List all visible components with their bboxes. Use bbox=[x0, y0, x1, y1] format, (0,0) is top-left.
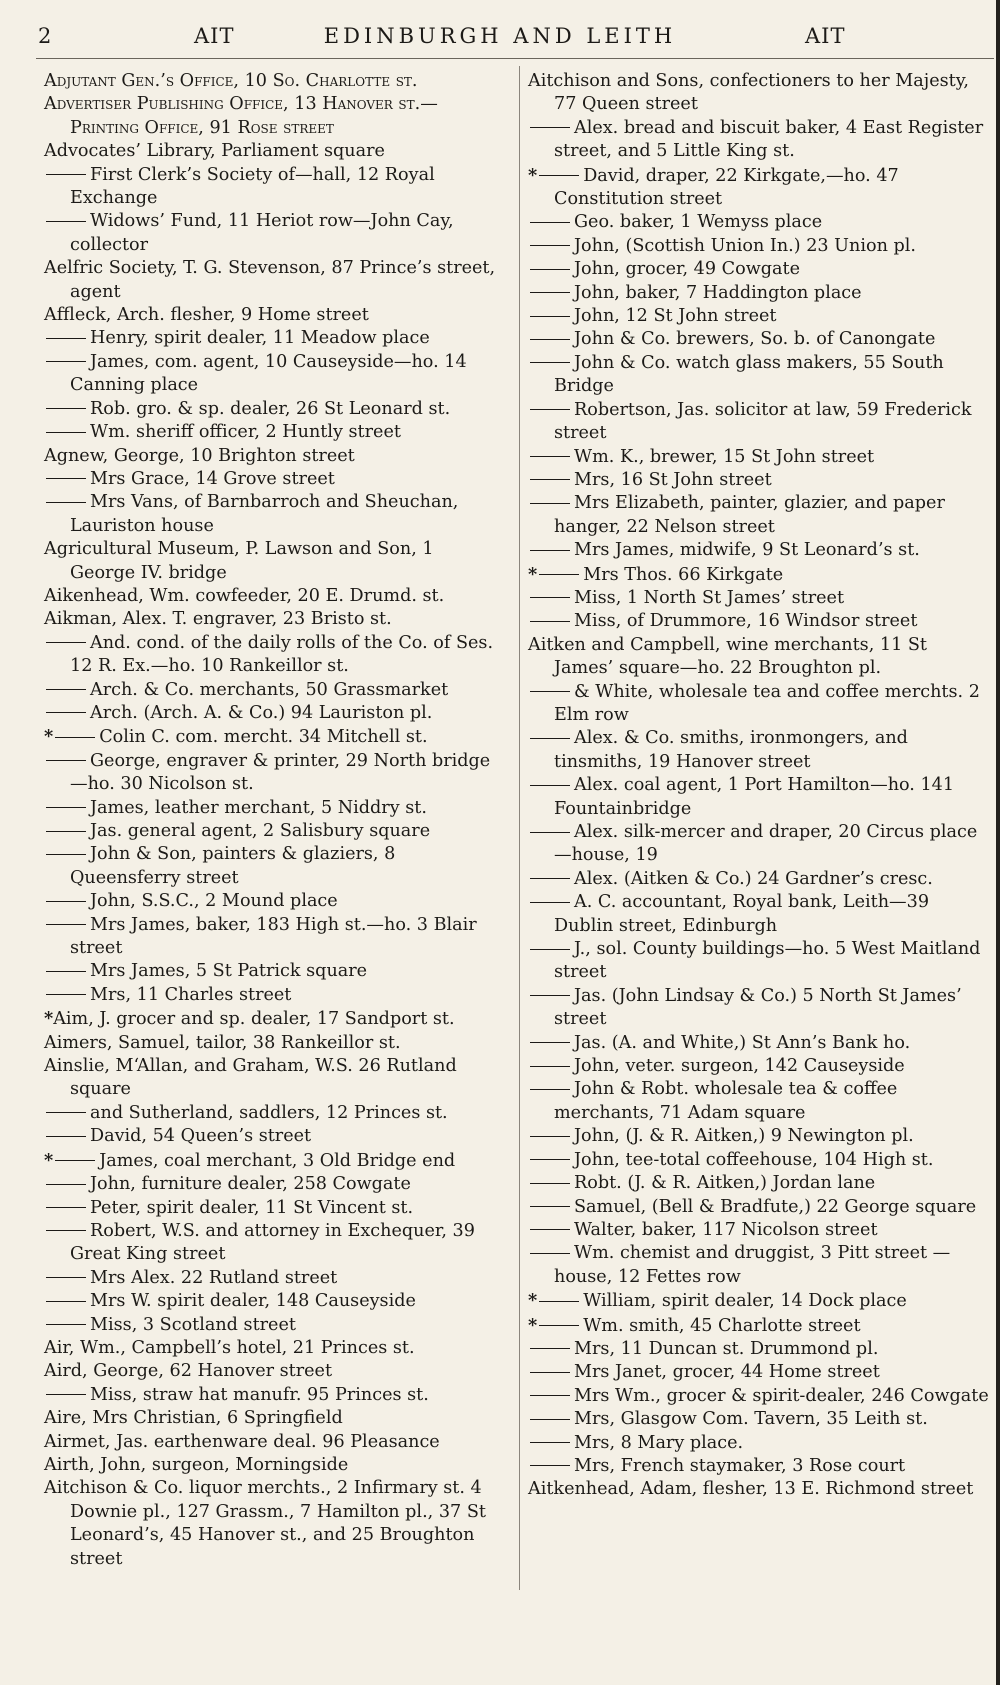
entry-text: Wm. sheriff officer, 2 Huntly street bbox=[90, 422, 401, 443]
ditto-dash bbox=[530, 127, 570, 128]
directory-entry bbox=[44, 1454, 504, 1477]
ditto-dash bbox=[55, 737, 95, 738]
entry-text: Airth, John, surgeon, Morningside bbox=[44, 1454, 349, 1475]
ditto-dash bbox=[46, 712, 86, 713]
entry-text: John & Co. watch glass makers, 55 South Bridge bbox=[554, 352, 944, 397]
entry-text: Mrs, Glasgow Com. Tavern, 35 Leith st. bbox=[574, 1409, 928, 1430]
directory-entry bbox=[528, 1432, 991, 1455]
entry-text: Agnew, George, 10 Brighton street bbox=[44, 445, 355, 466]
entry-text: William, spirit dealer, 14 Dock place bbox=[583, 1291, 907, 1312]
ditto-dash bbox=[530, 878, 570, 879]
directory-entry bbox=[44, 1384, 504, 1407]
entry-text: Aird, George, 62 Hanover street bbox=[44, 1361, 333, 1382]
ditto-dash bbox=[530, 1419, 570, 1420]
entry-text: Jas. (John Lindsay & Co.) 5 North St James’ street bbox=[554, 985, 962, 1030]
page-edge bbox=[996, 0, 1000, 1685]
directory-entry bbox=[528, 446, 991, 469]
directory-entry bbox=[44, 1290, 504, 1313]
directory-entry bbox=[528, 469, 991, 492]
ditto-dash bbox=[46, 971, 86, 972]
entry-text: John & Robt. wholesale tea & coffee merchants, 71 Adam square bbox=[554, 1079, 898, 1123]
directory-entry bbox=[528, 587, 991, 610]
entry-text: Aitchison and Sons, confectioners to her Majesty, 77 Queen street bbox=[528, 71, 969, 115]
ditto-dash bbox=[530, 832, 570, 833]
directory-entry bbox=[528, 1219, 991, 1242]
directory-entry bbox=[528, 235, 991, 258]
entry-text: Miss, 3 Scotland street bbox=[90, 1314, 296, 1335]
directory-entry bbox=[44, 351, 504, 398]
entry-text: Agricultural Museum, P. Lawson and Son, 1 George IV. bridge bbox=[44, 539, 434, 583]
entry-text: Miss, straw hat manufr. 95 Princes st. bbox=[90, 1384, 429, 1405]
entry-text: Robert, W.S. and attorney in Exchequer, 39 Great King street bbox=[70, 1220, 475, 1265]
ditto-dash bbox=[530, 503, 570, 504]
directory-entry bbox=[44, 538, 504, 585]
directory-entry bbox=[528, 1385, 991, 1408]
entry-text: Miss, of Drummore, 16 Windsor street bbox=[574, 611, 918, 632]
ditto-dash bbox=[46, 174, 86, 175]
directory-entry bbox=[528, 282, 991, 305]
directory-entry bbox=[528, 328, 991, 351]
ditto-dash bbox=[530, 1372, 570, 1373]
directory-entry bbox=[528, 727, 991, 774]
ditto-dash bbox=[46, 1207, 86, 1208]
entry-text: Aim, J. grocer and sp. dealer, 17 Sandport st. bbox=[53, 1009, 455, 1030]
directory-entry bbox=[528, 610, 991, 633]
ditto-dash bbox=[46, 1230, 86, 1231]
directory-entry bbox=[528, 399, 991, 446]
entry-text: Rob. gro. & sp. dealer, 26 St Leonard st. bbox=[90, 398, 451, 419]
ditto-dash bbox=[539, 175, 579, 176]
ditto-dash bbox=[55, 1160, 95, 1161]
ditto-dash bbox=[530, 1348, 570, 1349]
entry-text: Mrs Vans, of Barnbarroch and Sheuchan, Lauriston house bbox=[70, 492, 459, 536]
entry-text: James, coal merchant, 3 Old Bridge end bbox=[99, 1150, 456, 1171]
ditto-dash bbox=[530, 621, 570, 622]
directory-entry bbox=[528, 211, 991, 234]
entry-text: Affleck, Arch. flesher, 9 Home street bbox=[44, 305, 369, 326]
ditto-dash bbox=[530, 1066, 570, 1067]
entry-text: Airmet, Jas. earthenware deal. 96 Pleasance bbox=[44, 1431, 440, 1452]
entry-text: Aikman, Alex. T. engraver, 23 Bristo st. bbox=[44, 609, 392, 630]
directory-entry bbox=[44, 679, 504, 702]
entry-text: Robertson, Jas. solicitor at law, 59 Frederick street bbox=[554, 399, 972, 444]
entry-text: John, veter. surgeon, 142 Causeyside bbox=[574, 1056, 905, 1077]
header-rule bbox=[36, 58, 994, 59]
entry-text: John, (J. & R. Aitken,) 9 Newington pl. bbox=[574, 1126, 914, 1147]
directory-entry bbox=[44, 843, 504, 890]
directory-entry bbox=[44, 327, 504, 350]
entry-text: Geo. baker, 1 Wemyss place bbox=[574, 212, 823, 233]
entry-text: John & Son, painters & glaziers, 8 Queensferry street bbox=[70, 844, 396, 888]
entry-text: Mrs W. spirit dealer, 148 Causeyside bbox=[90, 1291, 416, 1312]
directory-entry bbox=[44, 1055, 504, 1102]
ditto-dash bbox=[530, 902, 570, 903]
directory-entry bbox=[528, 891, 991, 938]
directory-entry bbox=[528, 681, 991, 728]
directory-entry bbox=[44, 632, 504, 679]
header-left-word: AIT bbox=[194, 24, 235, 48]
entry-text: Jas. general agent, 2 Salisbury square bbox=[90, 821, 431, 841]
directory-entry bbox=[528, 868, 991, 891]
entry-text: Samuel, (Bell & Bradfute,) 22 George square bbox=[574, 1196, 977, 1217]
entry-text: Miss, 1 North St James’ street bbox=[574, 587, 845, 608]
entry-text: John, tee-total coffeehouse, 104 High st. bbox=[574, 1149, 934, 1170]
ditto-dash bbox=[46, 1136, 86, 1137]
directory-entry bbox=[528, 1172, 991, 1195]
entry-text: Aitken and Campbell, wine merchants, 11 St James’ square—ho. 22 Broughton pl. bbox=[528, 634, 928, 679]
entry-text: Mrs, 8 Mary place. bbox=[574, 1432, 744, 1453]
directory-entry bbox=[44, 1125, 504, 1148]
asterisk-mark: * bbox=[44, 1008, 54, 1030]
right-column bbox=[528, 70, 991, 1502]
ditto-dash bbox=[530, 1253, 570, 1254]
ditto-dash bbox=[530, 995, 570, 996]
ditto-dash bbox=[46, 408, 86, 409]
entry-text: Mrs Wm., grocer & spirit-dealer, 246 Cowgate bbox=[574, 1385, 989, 1406]
ditto-dash bbox=[46, 642, 86, 643]
page-number: 2 bbox=[38, 24, 53, 48]
ditto-dash bbox=[530, 339, 570, 340]
entry-text: Aimers, Samuel, tailor, 38 Rankeillor st. bbox=[44, 1032, 401, 1053]
asterisk-mark: * bbox=[528, 164, 538, 186]
entry-text: John & Co. brewers, So. b. of Canongate bbox=[574, 329, 936, 350]
entry-text: & White, wholesale tea and coffee merchts. 2 Elm row bbox=[554, 681, 980, 725]
ditto-dash bbox=[530, 1395, 570, 1396]
directory-entry bbox=[44, 914, 504, 961]
entry-text: Air, Wm., Campbell’s hotel, 21 Princes st. bbox=[44, 1337, 415, 1358]
entry-text: Robt. (J. & R. Aitken,) Jordan lane bbox=[574, 1173, 876, 1194]
directory-entry bbox=[528, 305, 991, 328]
entry-text: First Clerk’s Society of—hall, 12 Royal Exchange bbox=[70, 164, 435, 209]
directory-entry bbox=[44, 1360, 504, 1383]
ditto-dash bbox=[530, 316, 570, 317]
entry-text: Arch. & Co. merchants, 50 Grassmarket bbox=[90, 679, 449, 700]
directory-entry bbox=[528, 117, 991, 164]
entry-text: Mrs, 11 Charles street bbox=[90, 984, 292, 1005]
directory-entry bbox=[528, 938, 991, 985]
ditto-dash bbox=[530, 1206, 570, 1207]
ditto-dash bbox=[530, 362, 570, 363]
ditto-dash bbox=[539, 1301, 579, 1302]
directory-entry bbox=[44, 93, 504, 140]
entry-text: Mrs Thos. 66 Kirkgate bbox=[583, 564, 784, 585]
entry-text: George, engraver & printer, 29 North bridge—ho. 30 Nicolson st. bbox=[70, 750, 491, 795]
ditto-dash bbox=[530, 456, 570, 457]
directory-entry bbox=[528, 1338, 991, 1361]
ditto-dash bbox=[530, 738, 570, 739]
asterisk-mark: * bbox=[528, 1314, 538, 1336]
header-right-word: AIT bbox=[805, 24, 846, 48]
directory-entry bbox=[528, 1055, 991, 1078]
entry-text: Wm. chemist and druggist, 3 Pitt street —house, 12 Fettes row bbox=[554, 1243, 951, 1287]
directory-entry bbox=[528, 1455, 991, 1478]
ditto-dash bbox=[530, 1136, 570, 1137]
entry-text: John, S.S.C., 2 Mound place bbox=[90, 891, 338, 912]
entry-text: James, leather merchant, 5 Niddry st. bbox=[90, 797, 427, 818]
entry-text: Alex. (Aitken & Co.) 24 Gardner’s cresc. bbox=[574, 868, 933, 889]
directory-entry bbox=[44, 445, 504, 468]
entry-text: Jas. (A. and White,) St Ann’s Bank ho. bbox=[574, 1032, 911, 1053]
entry-text: John, (Scottish Union In.) 23 Union pl. bbox=[574, 235, 916, 256]
ditto-dash bbox=[46, 1324, 86, 1325]
directory-entry bbox=[44, 1314, 504, 1337]
directory-entry bbox=[44, 1267, 504, 1290]
left-column bbox=[44, 70, 504, 1571]
entry-text: Alex. bread and biscuit baker, 4 East Register street, and 5 Little King st. bbox=[554, 117, 984, 162]
directory-entry bbox=[528, 164, 991, 212]
directory-entry bbox=[528, 1361, 991, 1384]
entry-text: Mrs Grace, 14 Grove street bbox=[90, 468, 335, 489]
ditto-dash bbox=[530, 479, 570, 480]
directory-entry bbox=[528, 634, 991, 681]
entry-text: Mrs James, baker, 183 High st.—ho. 3 Blair street bbox=[70, 914, 477, 959]
directory-entry bbox=[528, 1078, 991, 1125]
directory-entry bbox=[44, 890, 504, 913]
directory-entry bbox=[528, 563, 991, 587]
asterisk-mark: * bbox=[44, 1149, 54, 1171]
directory-entry bbox=[528, 352, 991, 399]
entry-text: Mrs James, midwife, 9 St Leonard’s st. bbox=[574, 540, 920, 561]
entry-text: Wm. K., brewer, 15 St John street bbox=[574, 446, 875, 467]
entry-text: John, furniture dealer, 258 Cowgate bbox=[90, 1174, 411, 1195]
entry-text: Mrs Elizabeth, painter, glazier, and paper hanger, 22 Nelson street bbox=[554, 493, 945, 537]
ditto-dash bbox=[530, 245, 570, 246]
ditto-dash bbox=[46, 760, 86, 761]
entry-text: Mrs, 16 St John street bbox=[574, 469, 772, 490]
directory-entry bbox=[44, 1477, 504, 1571]
header-title: EDINBURGH AND LEITH bbox=[323, 24, 677, 48]
directory-entry bbox=[528, 1125, 991, 1148]
ditto-dash bbox=[530, 550, 570, 551]
ditto-dash bbox=[46, 1277, 86, 1278]
directory-entry bbox=[44, 140, 504, 163]
directory-entry bbox=[44, 1220, 504, 1267]
entry-text: Aitchison & Co. liquor merchts., 2 Infirmary st. 4 Downie pl., 127 Grassm., 7 Hamilton pl., 37 St Leonard’s, 45 Hanover st., and 25 Broughton street bbox=[44, 1478, 486, 1569]
directory-entry bbox=[528, 1149, 991, 1172]
ditto-dash bbox=[46, 901, 86, 902]
entry-text: Mrs Janet, grocer, 44 Home street bbox=[574, 1362, 880, 1383]
directory-entry bbox=[44, 304, 504, 327]
directory-entry bbox=[44, 421, 504, 444]
ditto-dash bbox=[46, 1184, 86, 1185]
ditto-dash bbox=[530, 785, 570, 786]
ditto-dash bbox=[530, 1183, 570, 1184]
directory-entry bbox=[528, 1478, 991, 1501]
entry-text: Mrs James, 5 St Patrick square bbox=[90, 961, 368, 982]
directory-entry bbox=[528, 1032, 991, 1055]
ditto-dash bbox=[530, 1229, 570, 1230]
directory-entry bbox=[44, 585, 504, 608]
entry-text: Alex. & Co. smiths, ironmongers, and tinsmiths, 19 Hanover street bbox=[554, 728, 908, 772]
entry-text: David, draper, 22 Kirkgate,—ho. 47 Constitution street bbox=[554, 165, 899, 210]
entry-text: Peter, spirit dealer, 11 St Vincent st. bbox=[90, 1197, 414, 1218]
ditto-dash bbox=[46, 361, 86, 362]
directory-entry bbox=[44, 1102, 504, 1125]
ditto-dash bbox=[46, 1301, 86, 1302]
ditto-dash bbox=[46, 432, 86, 433]
entry-text: Aitkenhead, Adam, flesher, 13 E. Richmond street bbox=[528, 1479, 974, 1500]
directory-entry bbox=[44, 984, 504, 1007]
directory-entry bbox=[528, 1314, 991, 1338]
directory-entry bbox=[44, 491, 504, 538]
ditto-dash bbox=[530, 292, 570, 293]
ditto-dash bbox=[46, 994, 86, 995]
entry-text: Aelfric Society, T. G. Stevenson, 87 Prince’s street, agent bbox=[44, 258, 496, 302]
ditto-dash bbox=[530, 597, 570, 598]
directory-entry bbox=[44, 702, 504, 725]
ditto-dash bbox=[530, 1465, 570, 1466]
entry-text: Alex. silk-mercer and draper, 20 Circus place—house, 19 bbox=[554, 822, 978, 866]
directory-entry bbox=[528, 1242, 991, 1289]
asterisk-mark: * bbox=[528, 563, 538, 585]
ditto-dash bbox=[46, 502, 86, 503]
directory-entry bbox=[528, 492, 991, 539]
entry-text: James, com. agent, 10 Causeyside—ho. 14 Canning place bbox=[70, 351, 467, 396]
ditto-dash bbox=[530, 1042, 570, 1043]
directory-entry bbox=[44, 725, 504, 749]
directory-entry bbox=[44, 210, 504, 257]
directory-entry bbox=[44, 164, 504, 211]
directory-entry bbox=[44, 398, 504, 421]
ditto-dash bbox=[530, 691, 570, 692]
ditto-dash bbox=[46, 478, 86, 479]
directory-entry bbox=[44, 257, 504, 304]
entry-text: Alex. coal agent, 1 Port Hamilton—ho. 141 Fountainbridge bbox=[554, 775, 955, 819]
ditto-dash bbox=[46, 338, 86, 339]
entry-text: David, 54 Queen’s street bbox=[90, 1126, 312, 1147]
entry-text: Mrs, French staymaker, 3 Rose court bbox=[574, 1455, 906, 1476]
entry-text: Mrs, 11 Duncan st. Drummond pl. bbox=[574, 1338, 879, 1359]
directory-entry bbox=[528, 1289, 991, 1313]
directory-entry bbox=[44, 1197, 504, 1220]
directory-entry bbox=[44, 750, 504, 797]
entry-text: Adjutant Gen.’s Office, 10 So. Charlotte st. bbox=[44, 71, 418, 91]
directory-entry bbox=[44, 820, 504, 843]
directory-entry bbox=[528, 70, 991, 117]
ditto-dash bbox=[539, 574, 579, 575]
entry-text: J., sol. County buildings—ho. 5 West Maitland street bbox=[554, 939, 981, 983]
ditto-dash bbox=[46, 1112, 86, 1113]
directory-entry bbox=[44, 797, 504, 820]
directory-entry bbox=[528, 821, 991, 868]
directory-entry bbox=[44, 1407, 504, 1430]
directory-entry bbox=[44, 608, 504, 631]
directory-entry bbox=[44, 1007, 504, 1031]
entry-text: Wm. smith, 45 Charlotte street bbox=[583, 1315, 861, 1336]
entry-text: And. cond. of the daily rolls of the Co. of Ses. 12 R. Ex.—ho. 10 Rankeillor st. bbox=[70, 632, 494, 677]
ditto-dash bbox=[46, 854, 86, 855]
directory-entry bbox=[528, 774, 991, 821]
ditto-dash bbox=[46, 221, 86, 222]
directory-entry bbox=[528, 258, 991, 281]
entry-text: Colin C. com. mercht. 34 Mitchell st. bbox=[99, 727, 428, 748]
directory-entry bbox=[44, 468, 504, 491]
ditto-dash bbox=[530, 1089, 570, 1090]
ditto-dash bbox=[530, 269, 570, 270]
entry-text: Advertiser Publishing Office, 13 Hanover st.—Printing Office, 91 Rose street bbox=[44, 94, 438, 138]
entry-text: John, 12 St John street bbox=[574, 306, 777, 327]
directory-entry bbox=[44, 1032, 504, 1055]
entry-text: Mrs Alex. 22 Rutland street bbox=[90, 1267, 338, 1288]
directory-entry bbox=[44, 1149, 504, 1173]
ditto-dash bbox=[46, 924, 86, 925]
directory-entry bbox=[528, 1408, 991, 1431]
ditto-dash bbox=[539, 1325, 579, 1326]
entry-text: Advocates’ Library, Parliament square bbox=[44, 141, 385, 162]
directory-entry bbox=[44, 70, 504, 93]
running-header bbox=[0, 24, 1000, 58]
entry-text: Ainslie, M‘Allan, and Graham, W.S. 26 Rutland square bbox=[44, 1056, 457, 1100]
entry-text: Henry, spirit dealer, 11 Meadow place bbox=[90, 328, 430, 349]
ditto-dash bbox=[46, 807, 86, 808]
ditto-dash bbox=[46, 1394, 86, 1395]
entry-text: Arch. (Arch. A. & Co.) 94 Lauriston pl. bbox=[90, 702, 433, 723]
entry-text: and Sutherland, saddlers, 12 Princes st. bbox=[90, 1102, 448, 1123]
directory-entry bbox=[44, 1337, 504, 1360]
asterisk-mark: * bbox=[44, 726, 54, 748]
directory-entry bbox=[528, 985, 991, 1032]
column-divider bbox=[519, 66, 520, 1590]
ditto-dash bbox=[530, 1442, 570, 1443]
directory-entry bbox=[528, 539, 991, 562]
directory-entry bbox=[44, 960, 504, 983]
ditto-dash bbox=[530, 949, 570, 950]
ditto-dash bbox=[46, 831, 86, 832]
ditto-dash bbox=[530, 409, 570, 410]
ditto-dash bbox=[530, 1159, 570, 1160]
entry-text: Aikenhead, Wm. cowfeeder, 20 E. Drumd. st. bbox=[44, 585, 445, 606]
entry-text: Walter, baker, 117 Nicolson street bbox=[574, 1219, 878, 1240]
ditto-dash bbox=[530, 222, 570, 223]
entry-text: Widows’ Fund, 11 Heriot row—John Cay, collector bbox=[70, 211, 454, 255]
directory-entry bbox=[44, 1431, 504, 1454]
ditto-dash bbox=[46, 689, 86, 690]
directory-entry bbox=[528, 1196, 991, 1219]
entry-text: John, baker, 7 Haddington place bbox=[574, 282, 862, 303]
asterisk-mark: * bbox=[528, 1290, 538, 1312]
entry-text: A. C. accountant, Royal bank, Leith—39 Dublin street, Edinburgh bbox=[554, 892, 930, 936]
directory-entry bbox=[44, 1173, 504, 1196]
entry-text: Aire, Mrs Christian, 6 Springfield bbox=[44, 1408, 343, 1429]
entry-text: John, grocer, 49 Cowgate bbox=[574, 259, 801, 280]
